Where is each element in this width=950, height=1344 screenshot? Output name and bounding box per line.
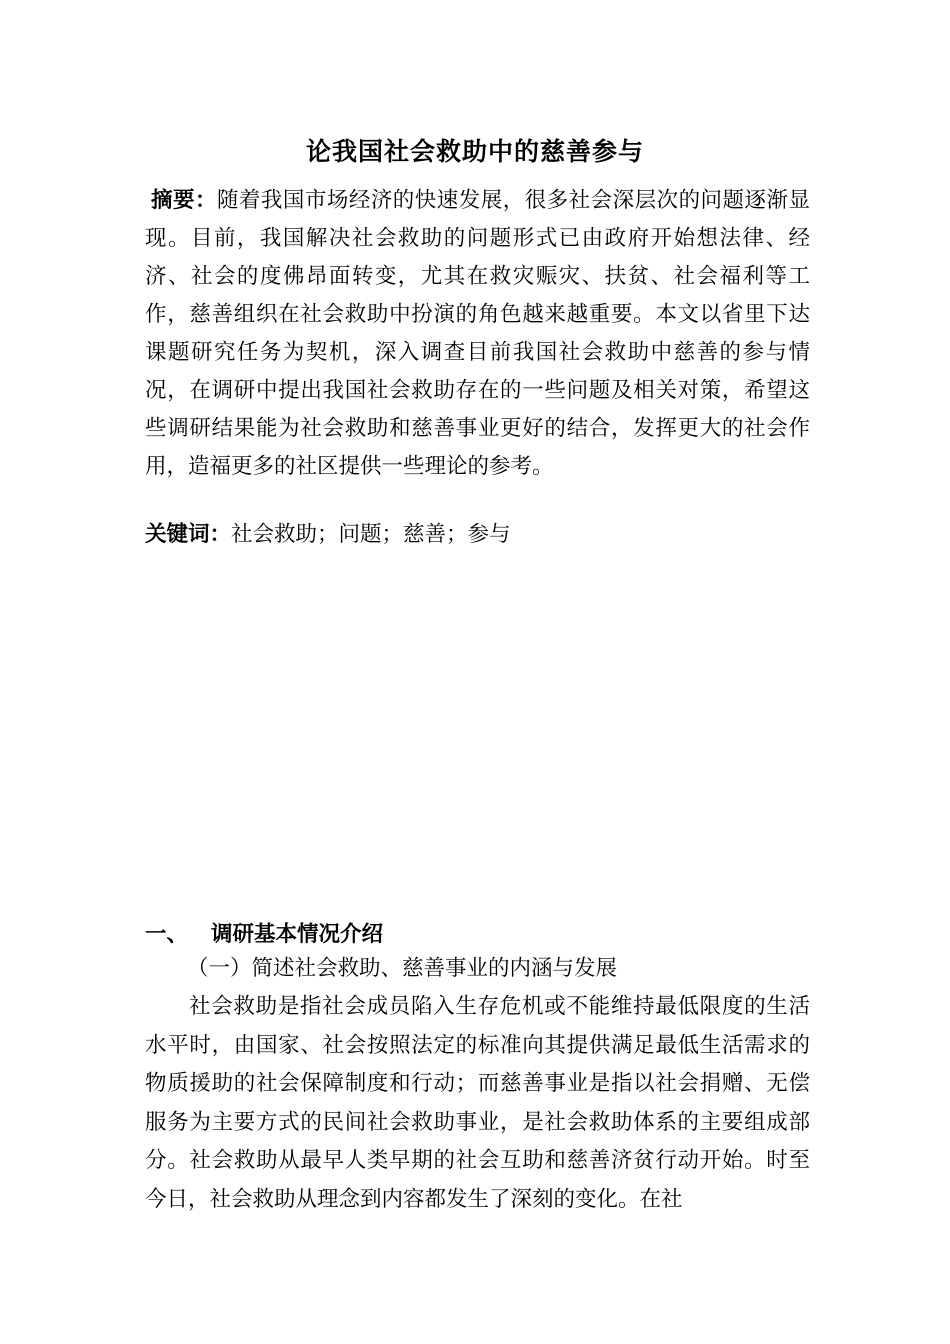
- abstract-paragraph: [145, 182, 810, 486]
- abstract-text: 随着我国市场经济的快速发展，很多社会深层次的问题逐渐显现。目前，我国解决社会救助的问题形式已由政府开始想法律、经济、社会的度佛昂面转变，尤其在救灾赈灾、扶贫、社会福利等工作，慈善组织在社会救助中扮演的角色越来越重要。本文以省里下达课题研究任务为契机，深入调查目前我国社会救助中慈善的参与情况，在调研中提出我国社会救助存在的一些问题及相关对策，希望这些调研结果能为社会救助和慈善事业更好的结合，发挥更大的社会作用，造福更多的社区提供一些理论的参考。: [145, 188, 810, 479]
- keywords-line: [145, 516, 810, 554]
- section-heading-text: 调研基本情况介绍: [211, 922, 384, 947]
- keywords-text: 社会救助；问题；慈善；参与: [231, 522, 511, 547]
- document-title: 论我国社会救助中的慈善参与: [305, 137, 644, 166]
- section-subheading: （一）简述社会救助、慈善事业的内涵与发展: [187, 956, 618, 981]
- keywords-label: 关键词：: [145, 522, 232, 547]
- section-heading: [145, 918, 383, 952]
- body-paragraph: 社会救助是指社会成员陷入生存危机或不能维持最低限度的生活水平时，由国家、社会按照法定的标准向其提供满足最低生活需求的物质援助的社会保障制度和行动；而慈善事业是指以社会捐赠、无偿服务为主要方式的民间社会救助事业，是社会救助体系的主要组成部分。社会救助从最早人类早期的社会互助和慈善济贫行动开始。时至今日，社会救助从理念到内容都发生了深刻的变化。在社: [145, 994, 810, 1212]
- abstract-label: 摘要：: [151, 188, 217, 213]
- section-number: 一、: [145, 922, 189, 947]
